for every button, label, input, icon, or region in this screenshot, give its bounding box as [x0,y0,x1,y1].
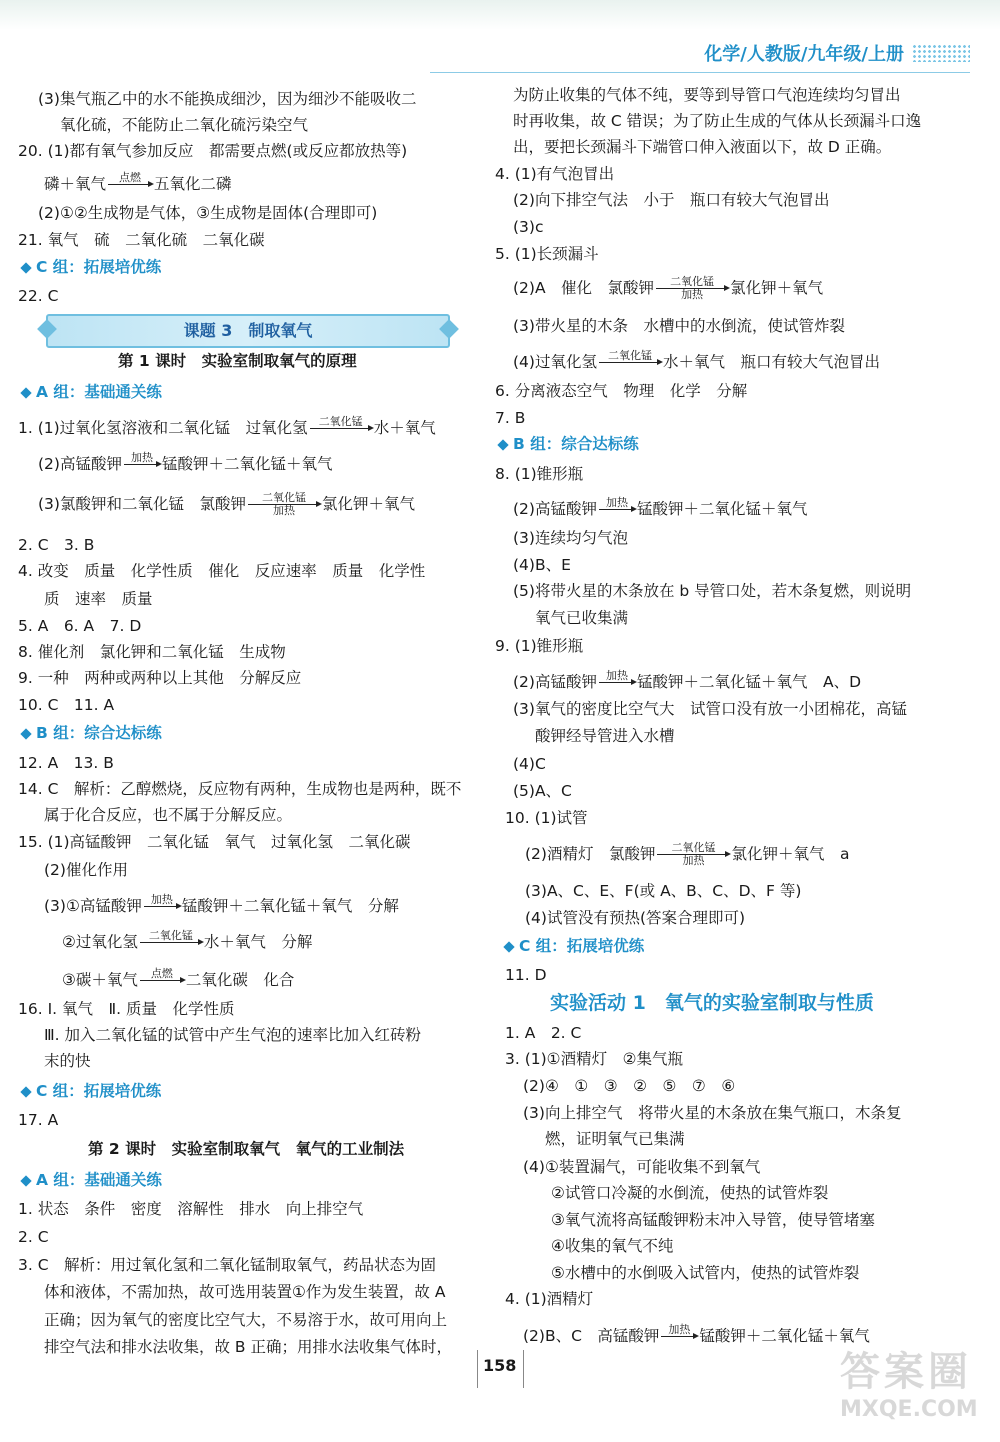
reaction-arrow: 点燃 [140,968,184,993]
answer-line: (3)带火星的木条 水槽中的水倒流，使试管炸裂 [513,317,845,335]
answer-line: 3. C 解析：用过氧化氢和二氧化锰制取氧气，药品状态为固 [18,1256,437,1274]
answer-line: 21. 氧气 硫 二氧化硫 二氧化碳 [18,231,265,249]
activity-title: 实验活动 1 氧气的实验室制取与性质 [550,992,874,1014]
reaction-arrow: 加热 [661,1324,697,1349]
answer-line: 2. C [18,1228,49,1246]
answer-line: (2)催化作用 [44,861,128,879]
header-title: 化学/人教版/九年级/上册 [704,44,904,65]
equation-line: (3)①高锰酸钾 加热 锰酸钾＋二氧化锰＋氧气 分解 [44,894,399,919]
answer-line: 4. 改变 质量 化学性质 催化 反应速率 质量 化学性 [18,562,426,580]
group-heading: A 组：基础通关练 [22,381,162,403]
answer-line: 氧化硫，不能防止二氧化硫污染空气 [60,116,309,134]
group-heading: C 组：拓展培优练 [505,935,644,957]
answer-line: 时再收集，故 C 错误；为了防止生成的气体从长颈漏斗口逸 [513,112,922,130]
diamond-icon [20,728,31,739]
equation-line: (2)高锰酸钾 加热 锰酸钾＋二氧化锰＋氧气 [513,497,807,522]
page-header [704,40,970,66]
answer-line: 4. (1)酒精灯 [505,1290,594,1308]
header-rule [430,72,970,73]
group-heading: C 组：拓展培优练 [22,1080,161,1102]
answer-line: ③氧气流将高锰酸钾粉末冲入导管，使导管堵塞 [551,1211,875,1229]
answer-line: 1. A 2. C [505,1024,582,1042]
answer-line: 10. (1)试管 [505,809,588,827]
answer-line: 出，要把长颈漏斗下端管口伸入液面以下，故 D 正确。 [513,138,892,156]
header-dot-pattern [912,44,970,62]
answer-line: (3)向上排空气 将带火星的木条放在集气瓶口，木条复 [523,1104,902,1122]
answer-line: 排空气法和排水法收集，故 B 正确；用排水法收集气体时， [44,1338,452,1356]
answer-line: ④收集的氧气不纯 [551,1237,674,1255]
reaction-arrow: 加热 [599,497,635,522]
answer-line: ⑤水槽中的水倒吸入试管内，使热的试管炸裂 [551,1264,860,1282]
answer-line: 17. A [18,1111,59,1129]
answer-line: 6. 分离液态空气 物理 化学 分解 [495,382,748,400]
reactant: 磷＋氧气 [44,175,107,193]
top-band [0,0,1000,30]
watermark-logo: 答案圈 MXQE.COM [840,1349,978,1422]
arrow-condition: 点燃 [119,171,142,184]
diamond-icon [20,1086,31,1097]
answer-line: (3)A、C、E、F(或 A、B、C、D、F 等) [525,882,802,900]
diamond-icon [497,439,508,450]
group-heading: B 组：综合达标练 [22,722,162,744]
diamond-icon [20,387,31,398]
equation-line: 1. (1)过氧化氢溶液和二氧化锰 过氧化氢 二氧化锰 水＋氧气 [18,416,436,441]
answer-line: 9. (1)锥形瓶 [495,637,584,655]
answer-line: 5. A 6. A 7. D [18,617,142,635]
answer-line: (4)①装置漏气，可能收集不到氧气 [523,1158,761,1176]
answer-line: 为防止收集的气体不纯，要等到导管口气泡连续均匀冒出 [513,86,901,104]
answer-line: 5. (1)长颈漏斗 [495,245,599,263]
answer-line: Ⅲ. 加入二氧化锰的试管中产生气泡的速率比加入红砖粉 [44,1026,422,1044]
reaction-arrow: 二氧化锰 [140,930,202,955]
answer-line: (3)连续均匀气泡 [513,529,628,547]
answer-line: 11. D [505,966,547,984]
answer-line: 16. Ⅰ. 氧气 Ⅱ. 质量 化学性质 [18,1000,235,1018]
diamond-icon [20,262,31,273]
answer-line: (3)氧气的密度比空气大 试管口没有放一小团棉花，高锰 [513,700,907,718]
answer-line: (2)向下排空气法 小于 瓶口有较大气泡冒出 [513,191,830,209]
diamond-icon [20,1175,31,1186]
answer-line: 15. (1)高锰酸钾 二氧化锰 氧气 过氧化氢 二氧化碳 [18,833,411,851]
group-heading: C 组：拓展培优练 [22,256,161,278]
answer-line: 22. C [18,287,59,305]
answer-line: 氧气已收集满 [535,609,629,627]
product: 五氧化二磷 [154,175,232,193]
equation-line: ③碳＋氧气 点燃 二氧化碳 化合 [62,968,294,993]
answer-line: 属于化合反应，也不属于分解反应。 [44,806,293,824]
diamond-icon [503,941,514,952]
equation-line: ②过氧化氢 二氧化锰 水＋氧气 分解 [62,930,312,955]
lesson-title: 第 1 课时 实验室制取氧气的原理 [118,352,357,370]
answer-line: (3)集气瓶乙中的水不能换成细沙，因为细沙不能吸收二 [38,90,417,108]
answer-line: 7. B [495,409,526,427]
answer-line: 20. (1)都有氧气参加反应 都需要点燃(或反应都放热等) [18,142,408,160]
answer-line: 1. 状态 条件 密度 溶解性 排水 向上排空气 [18,1200,364,1218]
answer-line: 2. C 3. B [18,536,95,554]
lesson-title: 第 2 课时 实验室制取氧气 氧气的工业制法 [88,1140,405,1158]
section-banner: 课题 3 制取氧气 [46,314,450,348]
equation-line: (2)高锰酸钾 加热 锰酸钾＋二氧化锰＋氧气 A、D [513,670,861,695]
reaction-arrow: 二氧化锰 加热 [248,492,320,517]
group-heading: A 组：基础通关练 [22,1169,162,1191]
answer-line: (2)④ ① ③ ② ⑤ ⑦ ⑥ [523,1077,736,1095]
equation-line: (2)A 催化 氯酸钾 二氧化锰 加热 氯化钾＋氧气 [513,275,824,301]
answer-line: 8. (1)锥形瓶 [495,465,584,483]
answer-line: 正确；因为氧气的密度比空气大，不易溶于水，故可用向上 [44,1311,448,1329]
reaction-arrow: 加热 [144,894,180,919]
answer-line: 12. A 13. B [18,754,114,772]
answer-line: (4)C [513,755,546,773]
answer-line: 酸钾经导管进入水槽 [535,727,675,745]
answer-line: 3. (1)①酒精灯 ②集气瓶 [505,1050,683,1068]
equation-line [44,172,232,197]
answer-line: (4)试管没有预热(答案合理即可) [525,909,746,927]
reaction-arrow [108,172,152,197]
answer-line: 体和液体，不需加热，故可选用装置①作为发生装置，故 A [44,1283,446,1301]
answer-line: 14. C 解析：乙醇燃烧，反应物有两种，生成物也是两种，既不 [18,780,462,798]
answer-line: (3)c [513,218,544,236]
answer-line: 8. 催化剂 氯化钾和二氧化锰 生成物 [18,643,286,661]
equation-line: (3)氯酸钾和二氧化锰 氯酸钾 二氧化锰 加热 氯化钾＋氧气 [38,491,415,517]
answer-line: (5)将带火星的木条放在 b 导管口处，若木条复燃，则说明 [513,582,912,600]
equation-line: (2)高锰酸钾 加热 锰酸钾＋二氧化锰＋氧气 [38,452,332,477]
answer-line: 末的快 [44,1052,91,1070]
equation-line: (2)B、C 高锰酸钾 加热 锰酸钾＋二氧化锰＋氧气 [523,1324,870,1349]
answer-line: (5)A、C [513,782,572,800]
equation-line: (4)过氧化氢 二氧化锰 水＋氧气 瓶口有较大气泡冒出 [513,350,880,375]
answer-line: 10. C 11. A [18,696,115,714]
answer-line: 燃，证明氧气已集满 [545,1130,685,1148]
equation-line: (2)酒精灯 氯酸钾 二氧化锰 加热 氯化钾＋氧气 a [525,841,850,867]
answer-line: ②试管口冷凝的水倒流，使热的试管炸裂 [551,1184,829,1202]
group-heading: B 组：综合达标练 [499,433,639,455]
reaction-arrow: 加热 [599,670,635,695]
reaction-arrow: 二氧化锰 [310,416,372,441]
answer-line: 9. 一种 两种或两种以上其他 分解反应 [18,669,302,687]
answer-line: (4)B、E [513,556,571,574]
reaction-arrow: 二氧化锰 加热 [657,842,729,867]
reaction-arrow: 二氧化锰 [599,350,661,375]
answer-line: (2)①②生成物是气体，③生成物是固体(合理即可) [38,204,378,222]
answer-line: 质 速率 质量 [44,590,153,608]
reaction-arrow: 加热 [124,452,160,477]
reaction-arrow: 二氧化锰 加热 [656,276,728,301]
answer-line: 4. (1)有气泡冒出 [495,165,615,183]
page-number: 158 [483,1356,517,1375]
